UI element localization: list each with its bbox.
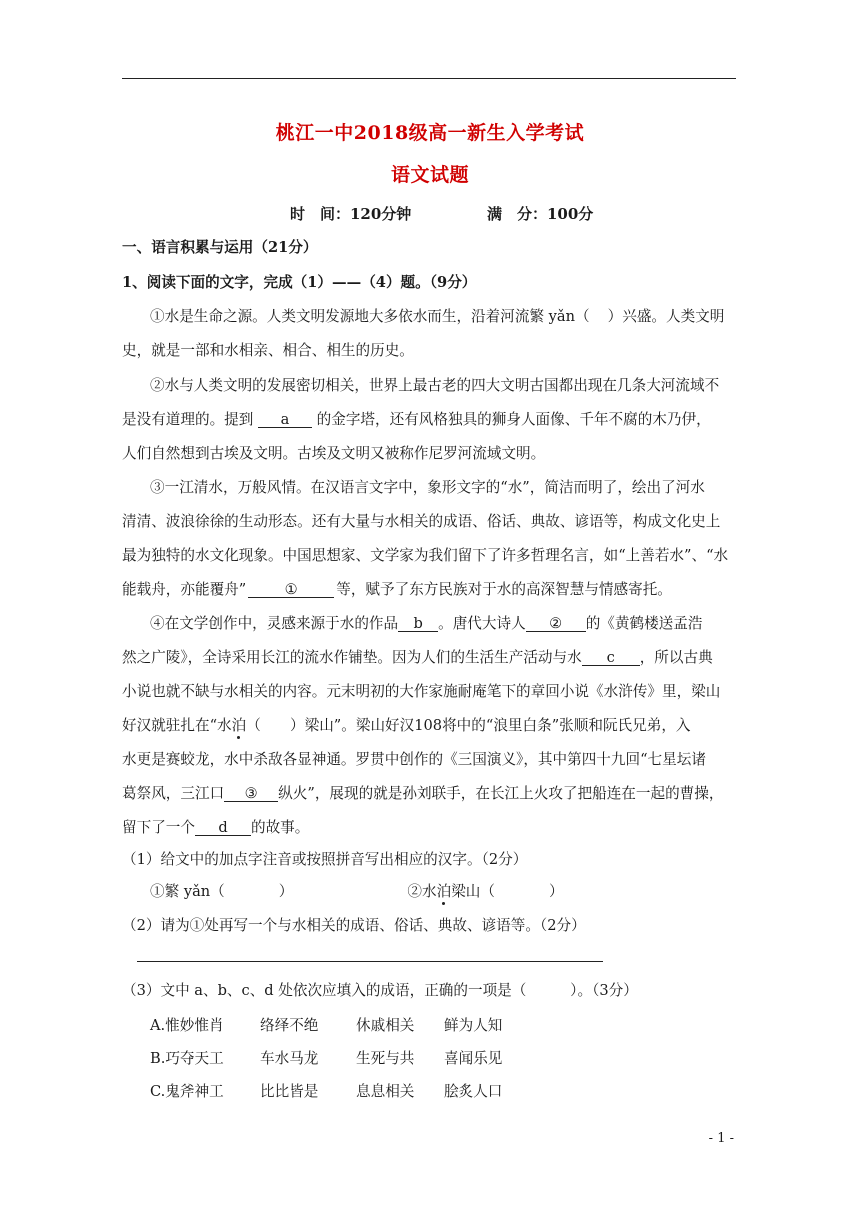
p4-text: 的故事。 bbox=[250, 819, 310, 836]
exam-time: 时 间：120分钟 bbox=[290, 205, 412, 223]
p3-text: 等，赋予了东方民族对于水的高深智慧与情感寄托。 bbox=[336, 581, 672, 598]
option-c[interactable] bbox=[150, 1080, 502, 1101]
top-rule bbox=[122, 78, 736, 79]
option-word: B.巧夺天工 bbox=[150, 1050, 224, 1067]
subject-title: 语文试题 bbox=[390, 164, 469, 186]
option-a[interactable] bbox=[150, 1014, 502, 1035]
p4-text: ，所以古典 bbox=[639, 649, 713, 666]
option-word: 车水马龙 bbox=[260, 1050, 319, 1067]
p3-text: 能载舟，亦能覆舟” bbox=[122, 581, 247, 598]
dotted-char: 泊 bbox=[437, 880, 452, 901]
sub2-stem: （2）请为①处再写一个与水相关的成语、俗话、典故、谚语等。（2分） bbox=[122, 917, 586, 934]
p4-line-4 bbox=[122, 714, 691, 735]
p4-line-2 bbox=[122, 646, 713, 667]
sub1-a-label: ①繁 yǎn（ bbox=[150, 883, 225, 900]
p4-text: 的《黄鹤楼送孟浩 bbox=[585, 615, 703, 632]
blank-b[interactable]: b bbox=[398, 616, 438, 632]
p4-text: 葛祭风，三江口 bbox=[122, 785, 225, 802]
sub1-b-close: ） bbox=[548, 883, 564, 900]
question-1-stem: 1、阅读下面的文字，完成（1）——（4）题。（9分） bbox=[122, 274, 477, 291]
option-word: 息息相关 bbox=[356, 1083, 415, 1100]
option-word: 喜闻乐见 bbox=[444, 1050, 503, 1067]
p4-text: 留下了一个 bbox=[122, 819, 195, 836]
option-word: A.惟妙惟肖 bbox=[150, 1017, 224, 1034]
option-word: 络绎不绝 bbox=[260, 1017, 319, 1034]
p2-line-1: ②水与人类文明的发展密切相关，世界上最古老的四大文明古国都出现在几条大河流域不 bbox=[150, 377, 720, 394]
option-word: 比比皆是 bbox=[260, 1083, 319, 1100]
sub1-answers bbox=[150, 880, 564, 901]
option-word: 脍炙人口 bbox=[444, 1083, 503, 1100]
blank-c[interactable]: c bbox=[582, 650, 640, 666]
dotted-char: 泊 bbox=[232, 714, 247, 735]
sub1-b-label: ②水 bbox=[407, 883, 437, 900]
answer-line[interactable] bbox=[137, 961, 603, 962]
page-number: - 1 - bbox=[708, 1131, 734, 1146]
p4-line-3: 小说也就不缺与水相关的内容。元末明初的大作家施耐庵笔下的章回小说《水浒传》里，梁山 bbox=[122, 683, 721, 700]
p4-line-5: 水更是赛蛟龙，水中杀敌各显神通。罗贯中创作的《三国演义》，其中第四十九回“七星坛诸 bbox=[122, 751, 706, 768]
p4-text: 好汉就驻扎在“水 bbox=[122, 717, 232, 734]
p4-text: 。唐代大诗人 bbox=[438, 615, 526, 632]
p4-text: 纵火”，展现的就是孙刘联手，在长江上火攻了把船连在一起的曹操， bbox=[278, 785, 724, 802]
blank-d[interactable]: d bbox=[195, 820, 251, 836]
option-word: C.鬼斧神工 bbox=[150, 1083, 224, 1100]
p1-text: ①水是生命之源。人类文明发源地大多依水而生，沿着河流繁 yǎn（ bbox=[150, 308, 590, 325]
p3-line-1: ③一江清水，万般风情。在汉语言文字中，象形文字的“水”，简洁而明了，绘出了河水 bbox=[150, 479, 705, 496]
sub1-a-close: ） bbox=[278, 883, 294, 900]
p2-text: 是没有道理的。提到 bbox=[122, 411, 254, 428]
p3-line-2: 清清、波浪徐徐的生动形态。还有大量与水相关的成语、俗话、典故、谚语等，构成文化史上 bbox=[122, 513, 721, 530]
full-score: 满 分：100分 bbox=[487, 205, 594, 223]
p4-text: ④在文学创作中，灵感来源于水的作品 bbox=[150, 615, 399, 632]
blank-2[interactable]: ② bbox=[526, 616, 586, 632]
p4-text: （ ）梁山”。梁山好汉108将中的“浪里白条”张顺和阮氏兄弟，入 bbox=[246, 717, 691, 734]
p3-line-4 bbox=[122, 578, 672, 599]
p1-line-1 bbox=[150, 305, 724, 326]
p1-text: ）兴盛。人类文明 bbox=[607, 308, 725, 325]
sub3-stem: （3）文中 a、b、c、d 处依次应填入的成语，正确的一项是（ ）。（3分） bbox=[122, 982, 638, 999]
blank-1[interactable]: ① bbox=[248, 582, 334, 598]
option-word: 生死与共 bbox=[356, 1050, 415, 1067]
p1-line-2: 史，就是一部和水相亲、相合、相生的历史。 bbox=[122, 342, 414, 359]
option-word: 休戚相关 bbox=[356, 1017, 415, 1034]
sub1-stem: （1）给文中的加点字注音或按照拼音写出相应的汉字。（2分） bbox=[122, 851, 528, 868]
p4-line-7 bbox=[122, 816, 309, 837]
p2-text: 的金字塔，还有风格独具的狮身人面像、千年不腐的木乃伊， bbox=[316, 411, 711, 428]
p3-line-3: 最为独特的水文化现象。中国思想家、文学家为我们留下了许多哲理名言，如“上善若水”、“水 bbox=[122, 547, 729, 564]
p4-line-6 bbox=[122, 782, 723, 803]
option-word: 鲜为人知 bbox=[444, 1017, 503, 1034]
sub1-b-label: 梁山（ bbox=[451, 883, 495, 900]
p4-line-1 bbox=[150, 612, 702, 633]
p4-text: 然之广陵》，全诗采用长江的流水作铺垫。因为人们的生活生产活动与水 bbox=[122, 649, 582, 666]
blank-a[interactable]: a bbox=[258, 412, 312, 428]
option-b[interactable] bbox=[150, 1047, 502, 1068]
section-heading: 一、语言积累与运用（21分） bbox=[122, 239, 318, 256]
blank-3[interactable]: ③ bbox=[224, 786, 278, 802]
p2-line-2 bbox=[122, 408, 711, 429]
school-title: 桃江一中2018级高一新生入学考试 bbox=[275, 122, 585, 144]
p2-line-3: 人们自然想到古埃及文明。古埃及文明又被称作尼罗河流域文明。 bbox=[122, 445, 546, 462]
